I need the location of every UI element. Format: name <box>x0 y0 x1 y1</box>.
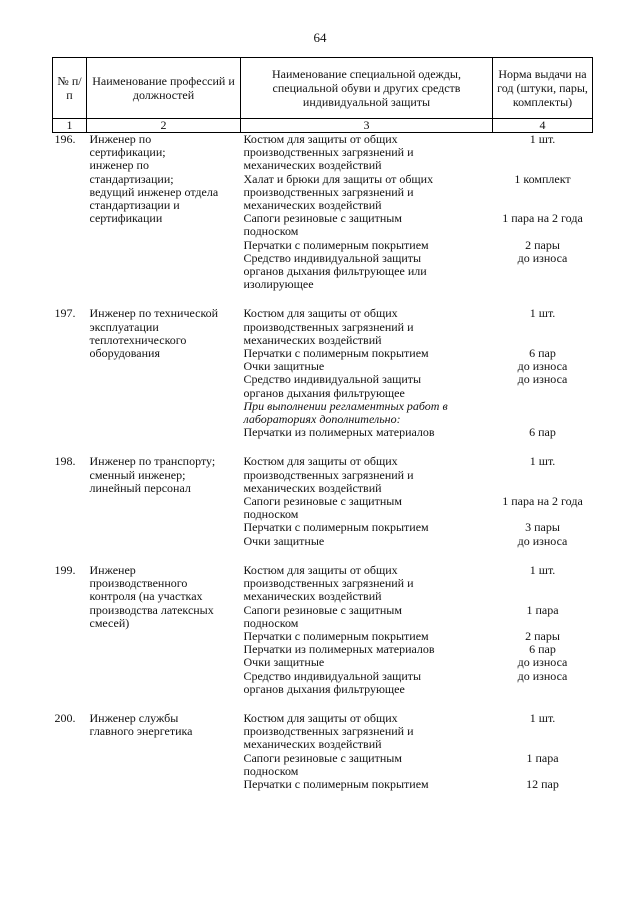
norm-value <box>496 765 590 778</box>
table-header-row <box>53 58 593 119</box>
profession-line: эксплуатации <box>89 319 159 334</box>
norm-value: 6 пар <box>529 346 556 361</box>
norm-cell <box>493 307 593 439</box>
profession-line: оборудования <box>89 346 160 361</box>
equipment-line: производственных загрязнений и <box>243 724 414 739</box>
norm-cell <box>493 564 593 696</box>
norm-value: 1 пара на 2 года <box>502 211 583 226</box>
table-row <box>53 564 593 696</box>
equipment-line: Перчатки из полимерных материалов <box>243 425 435 440</box>
profession-line: Инженер службы <box>89 710 179 725</box>
equipment-line: Очки защитные <box>243 533 325 548</box>
norm-value: 1 шт. <box>529 710 556 725</box>
profession-cell <box>87 455 241 547</box>
equipment-line: Средство индивидуальной защиты <box>243 372 422 387</box>
table-row <box>53 307 593 439</box>
equipment-line: Перчатки с полимерным покрытием <box>243 346 429 361</box>
equipment-line: Сапоги резиновые с защитным <box>243 602 402 617</box>
profession-line: контроля (на участках <box>89 589 203 604</box>
profession-line: теплотехнического <box>89 332 187 347</box>
norm-value: до износа <box>517 655 568 670</box>
entry-number: 199. <box>54 562 76 577</box>
equipment-line: производственных загрязнений и <box>243 184 414 199</box>
page-number: 64 <box>313 30 327 45</box>
equipment-line: производственных загрязнений и <box>243 145 414 160</box>
profession-line: сертификации <box>89 211 163 226</box>
profession-cell <box>87 712 241 791</box>
norm-value <box>496 321 590 334</box>
entry-spacer <box>53 439 593 455</box>
equipment-line: Перчатки из полимерных материалов <box>243 642 435 657</box>
norm-cell <box>493 712 593 791</box>
header-profession: Наименование профессий и должностей <box>87 58 241 119</box>
profession-cell <box>87 133 241 292</box>
norm-value: 1 шт. <box>529 132 556 146</box>
profession-line: Инженер <box>89 562 136 577</box>
norm-value <box>496 683 590 696</box>
equipment-line: изолирующее <box>243 277 314 292</box>
equipment-line: механических воздействий <box>243 198 382 213</box>
profession-line: Инженер по транспорту; <box>89 454 216 469</box>
equipment-line: Очки защитные <box>243 359 325 374</box>
equipment-line: подноском <box>243 763 299 778</box>
table-row <box>53 455 593 547</box>
norm-value: до износа <box>517 359 568 374</box>
equipment-line: Сапоги резиновые с защитным <box>243 494 402 509</box>
equipment-line: Перчатки с полимерным покрытием <box>243 237 429 252</box>
header-norm: Норма выдачи на год (штуки, пары, комплекты) <box>493 58 593 119</box>
table-row <box>53 133 593 292</box>
norm-value: 1 шт. <box>529 306 556 321</box>
equipment-line: механических воздействий <box>243 332 382 347</box>
equipment-line: производственных загрязнений и <box>243 576 414 591</box>
equipment-cell <box>241 133 493 292</box>
equipment-line: механических воздействий <box>243 480 382 495</box>
equipment-cell <box>241 564 493 696</box>
norm-value: 1 пара <box>526 602 559 617</box>
header-equipment: Наименование специальной одежды, специальной обуви и других средств индивидуальной защиты <box>241 58 493 119</box>
header-number: № п/п <box>53 58 87 119</box>
entry-spacer <box>53 548 593 564</box>
column-number: 3 <box>241 119 493 133</box>
norm-value <box>496 225 590 238</box>
profession-line: стандартизации и <box>89 198 180 213</box>
equipment-cell <box>241 307 493 439</box>
profession-line: сертификации; <box>89 145 166 160</box>
equipment-line: лабораториях дополнительно: <box>243 412 401 427</box>
table-row <box>53 712 593 791</box>
norm-value: до износа <box>517 668 568 683</box>
equipment-line: Перчатки с полимерным покрытием <box>243 628 429 643</box>
column-number: 2 <box>87 119 241 133</box>
equipment-line: Костюм для защиты от общих <box>243 454 398 469</box>
equipment-line: механических воздействий <box>243 737 382 752</box>
profession-line: стандартизации; <box>89 171 174 186</box>
norm-value: 12 пар <box>526 776 559 791</box>
entry-number: 197. <box>54 306 76 321</box>
entry-spacer <box>53 291 593 307</box>
equipment-line: органов дыхания фильтрующее или <box>243 264 427 279</box>
equipment-line: Перчатки с полимерным покрытием <box>243 776 429 791</box>
ppe-norms-table <box>52 57 593 791</box>
profession-line: инженер по <box>89 158 149 173</box>
entry-spacer <box>53 696 593 712</box>
equipment-line: подноском <box>243 224 299 239</box>
equipment-line: Сапоги резиновые с защитным <box>243 750 402 765</box>
equipment-line: подноском <box>243 615 299 630</box>
column-number: 4 <box>493 119 593 133</box>
norm-value: 2 пары <box>525 628 560 643</box>
norm-value <box>496 278 590 291</box>
entry-number: 200. <box>54 710 76 725</box>
norm-value: 1 пара <box>526 750 559 765</box>
norm-value <box>496 159 590 172</box>
equipment-line: Костюм для защиты от общих <box>243 710 398 725</box>
equipment-line: органов дыхания фильтрующее <box>243 681 405 696</box>
equipment-line: Очки защитные <box>243 655 325 670</box>
equipment-line: Халат и брюки для защиты от общих <box>243 171 434 186</box>
norm-cell <box>493 455 593 547</box>
norm-value: до износа <box>517 250 568 265</box>
profession-line: Инженер по технической <box>89 306 219 321</box>
equipment-line: подноском <box>243 507 299 522</box>
equipment-line: Средство индивидуальной защиты <box>243 668 422 683</box>
norm-value: 1 шт. <box>529 454 556 469</box>
equipment-line: Костюм для защиты от общих <box>243 306 398 321</box>
norm-value: 6 пар <box>529 642 556 657</box>
equipment-line: Сапоги резиновые с защитным <box>243 211 402 226</box>
profession-line: линейный персонал <box>89 480 191 495</box>
equipment-line: производственных загрязнений и <box>243 467 414 482</box>
equipment-line: При выполнении регламентных работ в <box>243 398 448 413</box>
equipment-cell <box>241 712 493 791</box>
equipment-line: механических воздействий <box>243 158 382 173</box>
norm-value: 3 пары <box>525 520 560 535</box>
profession-line: производства латексных <box>89 602 214 617</box>
equipment-line: Перчатки с полимерным покрытием <box>243 520 429 535</box>
norm-value <box>496 738 590 751</box>
profession-line: производственного <box>89 576 188 591</box>
norm-value: 6 пар <box>529 425 556 440</box>
norm-value: 1 комплект <box>514 171 571 186</box>
profession-line: сменный инженер; <box>89 467 186 482</box>
profession-line: Инженер по <box>89 132 152 146</box>
norm-value <box>496 590 590 603</box>
column-number: 1 <box>53 119 87 133</box>
column-number-row <box>53 119 593 133</box>
profession-line: смесей) <box>89 615 130 630</box>
equipment-line: органов дыхания фильтрующее <box>243 385 405 400</box>
equipment-line: Средство индивидуальной защиты <box>243 250 422 265</box>
norm-value: 2 пары <box>525 237 560 252</box>
norm-value <box>496 617 590 630</box>
norm-value <box>496 469 590 482</box>
norm-cell <box>493 133 593 292</box>
profession-cell <box>87 307 241 439</box>
profession-line: ведущий инженер отдела <box>89 184 219 199</box>
profession-line: главного энергетика <box>89 724 193 739</box>
norm-value: до износа <box>517 533 568 548</box>
norm-value <box>496 387 590 400</box>
equipment-cell <box>241 455 493 547</box>
equipment-line: механических воздействий <box>243 589 382 604</box>
norm-value: 1 шт. <box>529 562 556 577</box>
profession-cell <box>87 564 241 696</box>
equipment-line: производственных загрязнений и <box>243 319 414 334</box>
equipment-line: Костюм для защиты от общих <box>243 132 398 146</box>
entry-number: 196. <box>54 132 76 146</box>
norm-value: 1 пара на 2 года <box>502 494 583 509</box>
norm-value: до износа <box>517 372 568 387</box>
equipment-line: Костюм для защиты от общих <box>243 562 398 577</box>
entry-number: 198. <box>54 454 76 469</box>
